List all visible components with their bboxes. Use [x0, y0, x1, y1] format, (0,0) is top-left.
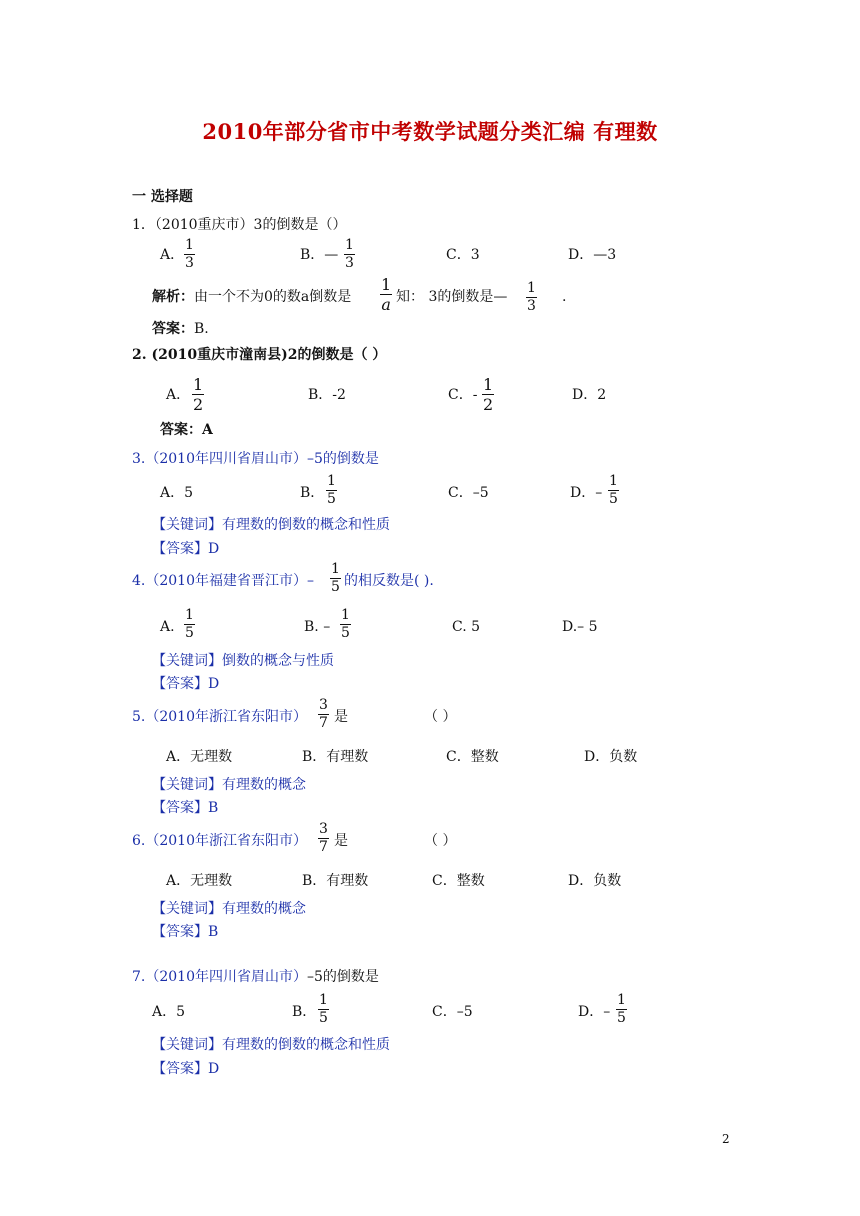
q7-option-c: C．–5: [432, 1004, 473, 1020]
q3-keyword: 【关键词】有理数的倒数的概念和性质: [152, 517, 390, 533]
page-number: 2: [722, 1132, 730, 1146]
q2-option-c-label: C．-: [448, 387, 478, 403]
q2-option-c-fraction: 1 2: [483, 375, 494, 414]
q3-option-b-fraction: 1 5: [327, 473, 336, 507]
q3-answer: 【答案】D: [152, 541, 220, 557]
q7-option-d-fraction: 1 5: [617, 992, 626, 1026]
q6-option-d: D．负数: [568, 873, 622, 889]
q1-option-b-fraction: 1 3: [345, 237, 354, 271]
question-1-stem: 1．（2010重庆市）3的倒数是（）: [132, 217, 347, 233]
q5-stem-post: 是: [334, 709, 348, 725]
q6-stem-fraction: 3 7: [319, 821, 328, 855]
q2-answer: 答案：A: [160, 422, 213, 438]
q7-option-a: A．5: [152, 1004, 186, 1020]
section-heading: 一 选择题: [132, 189, 193, 205]
q6-answer-paren: （ ）: [424, 833, 457, 849]
q2-option-d: D．2: [572, 387, 607, 403]
q6-stem-post: 是: [334, 833, 348, 849]
q4-stem-post: 的相反数是( ).: [344, 573, 434, 589]
q7-option-b-label: B．: [292, 1004, 317, 1020]
question-6-stem: 6.（2010年浙江省东阳市）: [132, 833, 307, 849]
q4-option-d: D.– 5: [562, 619, 598, 635]
q2-option-a-fraction: 1 2: [193, 375, 204, 414]
q5-stem-fraction: 3 7: [319, 697, 328, 731]
q7-option-b-fraction: 1 5: [319, 992, 328, 1026]
question-7-stem: 7.（2010年四川省眉山市）–5的倒数是: [132, 969, 379, 985]
q4-option-b-fraction: 1 5: [341, 607, 350, 641]
q2-option-a-label: A．: [166, 387, 191, 403]
q7-keyword: 【关键词】有理数的倒数的概念和性质: [152, 1037, 390, 1053]
q5-option-d: D．负数: [584, 749, 638, 765]
q4-answer: 【答案】D: [152, 676, 220, 692]
q4-option-a-label: A.: [160, 619, 175, 635]
q5-answer: 【答案】B: [152, 800, 219, 816]
q5-option-a: A．无理数: [166, 749, 233, 765]
q6-option-a: A．无理数: [166, 873, 233, 889]
q1-analysis: 解析：由一个不为0的数a倒数是: [152, 289, 352, 305]
q4-stem-fraction: 1 5: [331, 561, 340, 595]
q3-option-a: A．5: [160, 485, 194, 501]
q1-option-a-label: A．: [160, 247, 185, 263]
q3-option-c: C．–5: [448, 485, 489, 501]
q1-option-d: D．—3: [568, 247, 617, 263]
q3-option-d-fraction: 1 5: [609, 473, 618, 507]
q1-option-b-label: B．—: [300, 247, 339, 263]
q7-option-d-label: D．–: [578, 1004, 611, 1020]
q5-option-b: B．有理数: [302, 749, 369, 765]
q1-analysis-fraction-1: 1 a: [381, 275, 392, 314]
q1-option-a-fraction: 1 3: [185, 237, 194, 271]
document-title: 2010年部分省市中考数学试题分类汇编 有理数: [202, 119, 658, 144]
q2-option-b: B．-2: [308, 387, 346, 403]
q1-analysis-fraction-2: 1 3: [527, 280, 536, 314]
q4-option-c: C. 5: [452, 619, 481, 635]
question-4-stem: 4.（2010年福建省晋江市）–: [132, 573, 314, 589]
q6-option-b: B．有理数: [302, 873, 369, 889]
q4-option-a-fraction: 1 5: [185, 607, 194, 641]
q1-analysis-mid: 知： 3的倒数是—: [396, 289, 508, 305]
q5-option-c: C．整数: [446, 749, 499, 765]
q5-answer-paren: （ ）: [424, 709, 457, 725]
q5-keyword: 【关键词】有理数的概念: [152, 777, 306, 793]
q7-answer: 【答案】D: [152, 1061, 220, 1077]
q1-answer: 答案：B.: [152, 321, 209, 337]
question-2-stem: 2. (2010重庆市潼南县)2的倒数是（ ）: [132, 347, 387, 363]
q4-option-b-label: B. –: [304, 619, 331, 635]
q1-option-c: C．3: [446, 247, 480, 263]
q6-answer: 【答案】B: [152, 924, 219, 940]
q6-option-c: C．整数: [432, 873, 485, 889]
question-5-stem: 5.（2010年浙江省东阳市）: [132, 709, 307, 725]
q4-keyword: 【关键词】倒数的概念与性质: [152, 653, 334, 669]
q6-keyword: 【关键词】有理数的概念: [152, 901, 306, 917]
q3-option-b-label: B．: [300, 485, 325, 501]
q1-analysis-end: .: [562, 289, 567, 305]
q3-option-d-label: D．–: [570, 485, 603, 501]
question-3-stem: 3.（2010年四川省眉山市）–5的倒数是: [132, 451, 379, 467]
